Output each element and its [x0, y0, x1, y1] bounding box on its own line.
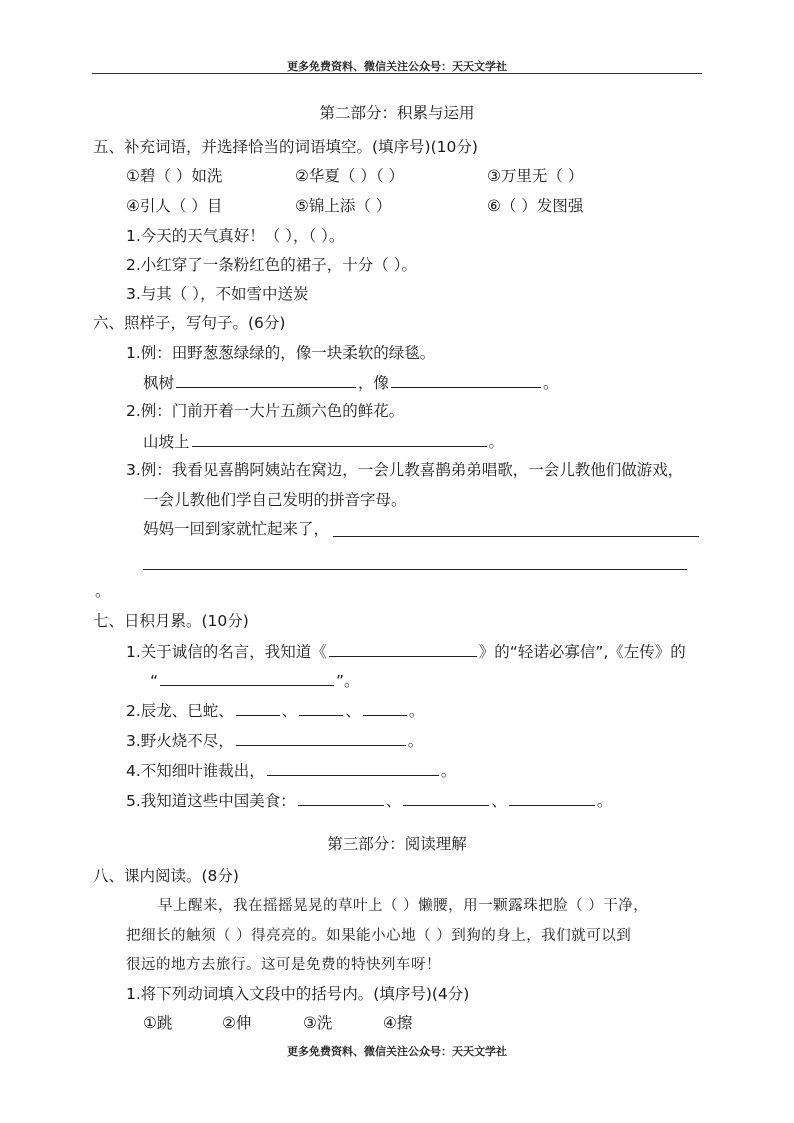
q6-answer-3-prefix: 妈妈一回到家就忙起来了，	[143, 520, 330, 538]
q6-answer-1-row	[143, 372, 559, 393]
q5-option-3: ③万里无（ ）	[487, 167, 584, 185]
q7-item-2-row	[126, 700, 424, 721]
q6-answer-2-row	[143, 431, 504, 452]
q7-heading: 七、日积月累。(10分)	[93, 612, 249, 630]
page-footer: 更多免费资料、微信关注公众号：天天文学社	[287, 1045, 507, 1058]
q6-example-3-line2: 一会儿教他们学自己发明的拼音字母。	[143, 491, 407, 509]
q7-item-1-close: ”。	[336, 672, 360, 690]
page-header: 更多免费资料、微信关注公众号：天天文学社	[287, 60, 507, 73]
q7-item-5-end: 。	[596, 792, 613, 810]
q6-answer-1b-blank[interactable]	[391, 372, 541, 388]
q7-item-1-row	[126, 641, 686, 662]
q5-heading: 五、补充词语，并选择恰当的词语填空。(填序号)(10分)	[93, 138, 478, 156]
q6-answer-3-blank-line1[interactable]	[333, 536, 699, 537]
q7-item-1b-blank[interactable]	[160, 670, 334, 686]
q7-item-2a-blank[interactable]	[236, 700, 280, 716]
q7-item-5-sep-2: 、	[491, 792, 507, 810]
q7-item-4-end: 。	[440, 762, 457, 780]
q5-option-1: ①碧（ ）如洗	[126, 167, 223, 185]
q5-option-5: ⑤锦上添（ ）	[295, 197, 392, 215]
q5-sentence-2: 2.小红穿了一条粉红色的裙子，十分（ ）。	[126, 256, 417, 274]
q7-item-1a-blank[interactable]	[329, 641, 477, 657]
q7-item-2-prefix: 2.辰龙、巳蛇、	[126, 702, 234, 720]
q7-item-3-row	[126, 730, 423, 751]
q5-option-6: ⑥（ ）发图强	[487, 197, 584, 215]
q7-item-1-row2	[150, 670, 360, 691]
q7-item-5b-blank[interactable]	[403, 790, 489, 806]
q8-choice-1: ①跳	[143, 1014, 173, 1032]
q6-answer-1-prefix: 枫树	[143, 374, 175, 392]
q6-heading: 六、照样子，写句子。(6分)	[93, 314, 286, 332]
q5-sentence-1: 1.今天的天气真好！（ ），（ ）。	[126, 227, 345, 245]
q6-example-2: 2.例：门前开着一大片五颜六色的鲜花。	[126, 402, 405, 420]
q8-heading: 八、课内阅读。(8分)	[93, 867, 239, 885]
q7-item-2-end: 。	[408, 702, 425, 720]
q7-item-2-sep-1: 、	[281, 702, 298, 720]
q7-item-5-row	[126, 790, 612, 811]
q8-choice-4: ④擦	[383, 1014, 413, 1032]
q7-item-5a-blank[interactable]	[298, 790, 384, 806]
header-divider	[92, 73, 702, 74]
q6-example-3-line1: 3.例：我看见喜鹊阿姨站在窝边，一会儿教喜鹊弟弟唱歌，一会儿教他们做游戏，	[126, 461, 684, 479]
q7-item-3-blank[interactable]	[236, 730, 406, 746]
q7-item-2c-blank[interactable]	[363, 700, 407, 716]
q7-item-1-open-quote: “	[150, 672, 159, 690]
part2-title: 第二部分：积累与运用	[319, 104, 475, 122]
q8-sub-question-1: 1.将下列动词填入文段中的括号内。(填序号)(4分)	[126, 985, 470, 1003]
q8-choice-3: ③洗	[303, 1014, 333, 1032]
q6-answer-1a-blank[interactable]	[176, 372, 356, 388]
part3-title: 第三部分：阅读理解	[327, 835, 467, 853]
q6-answer-2-prefix: 山坡上	[143, 433, 190, 451]
q5-sentence-3: 3.与其（ ），不如雪中送炭	[126, 285, 309, 303]
q7-item-3-prefix: 3.野火烧不尽，	[126, 732, 234, 750]
q8-passage-line3: 很远的地方去旅行。这可是免费的特快列车呀！	[126, 957, 441, 973]
q7-item-2-sep-2: 、	[345, 702, 361, 720]
q8-passage-line1: 早上醒来，我在摇摇晃晃的草叶上（ ）懒腰，用一颗露珠把脸（ ）干净，	[158, 898, 649, 914]
q7-item-5-sep-1: 、	[385, 792, 402, 810]
q6-answer-3-blank-line2[interactable]	[143, 569, 687, 570]
q7-item-3-end: 。	[407, 732, 424, 750]
q6-example-1: 1.例：田野葱葱绿绿的，像一块柔软的绿毯。	[126, 344, 436, 362]
q6-answer-1-mid: ，像	[358, 374, 390, 392]
q7-item-4-blank[interactable]	[267, 760, 439, 776]
q6-answer-1-end: 。	[543, 374, 559, 392]
q7-item-5-prefix: 5.我知道这些中国美食：	[126, 792, 296, 810]
q7-item-5c-blank[interactable]	[509, 790, 595, 806]
q7-item-2b-blank[interactable]	[299, 700, 343, 716]
q6-answer-2-blank[interactable]	[192, 431, 487, 447]
q8-passage-line2: 把细长的触须（ ）得亮亮的。如果能小心地（ ）到狗的身上，我们就可以到	[126, 928, 632, 944]
q6-answer-2-end: 。	[488, 433, 505, 451]
q6-answer-3-end: 。	[95, 582, 111, 600]
q7-item-4-row	[126, 760, 456, 781]
q8-choice-2: ②伸	[222, 1014, 252, 1032]
q7-item-4-prefix: 4.不知细叶谁裁出，	[126, 762, 265, 780]
q7-item-1-prefix: 1.关于诚信的名言，我知道《	[126, 643, 327, 661]
q5-option-4: ④引人（ ）目	[126, 197, 223, 215]
q5-option-2: ②华夏（ ）（ ）	[295, 167, 404, 185]
q7-item-1-mid: 》的“轻诺必寡信”,《左传》的	[478, 643, 686, 661]
